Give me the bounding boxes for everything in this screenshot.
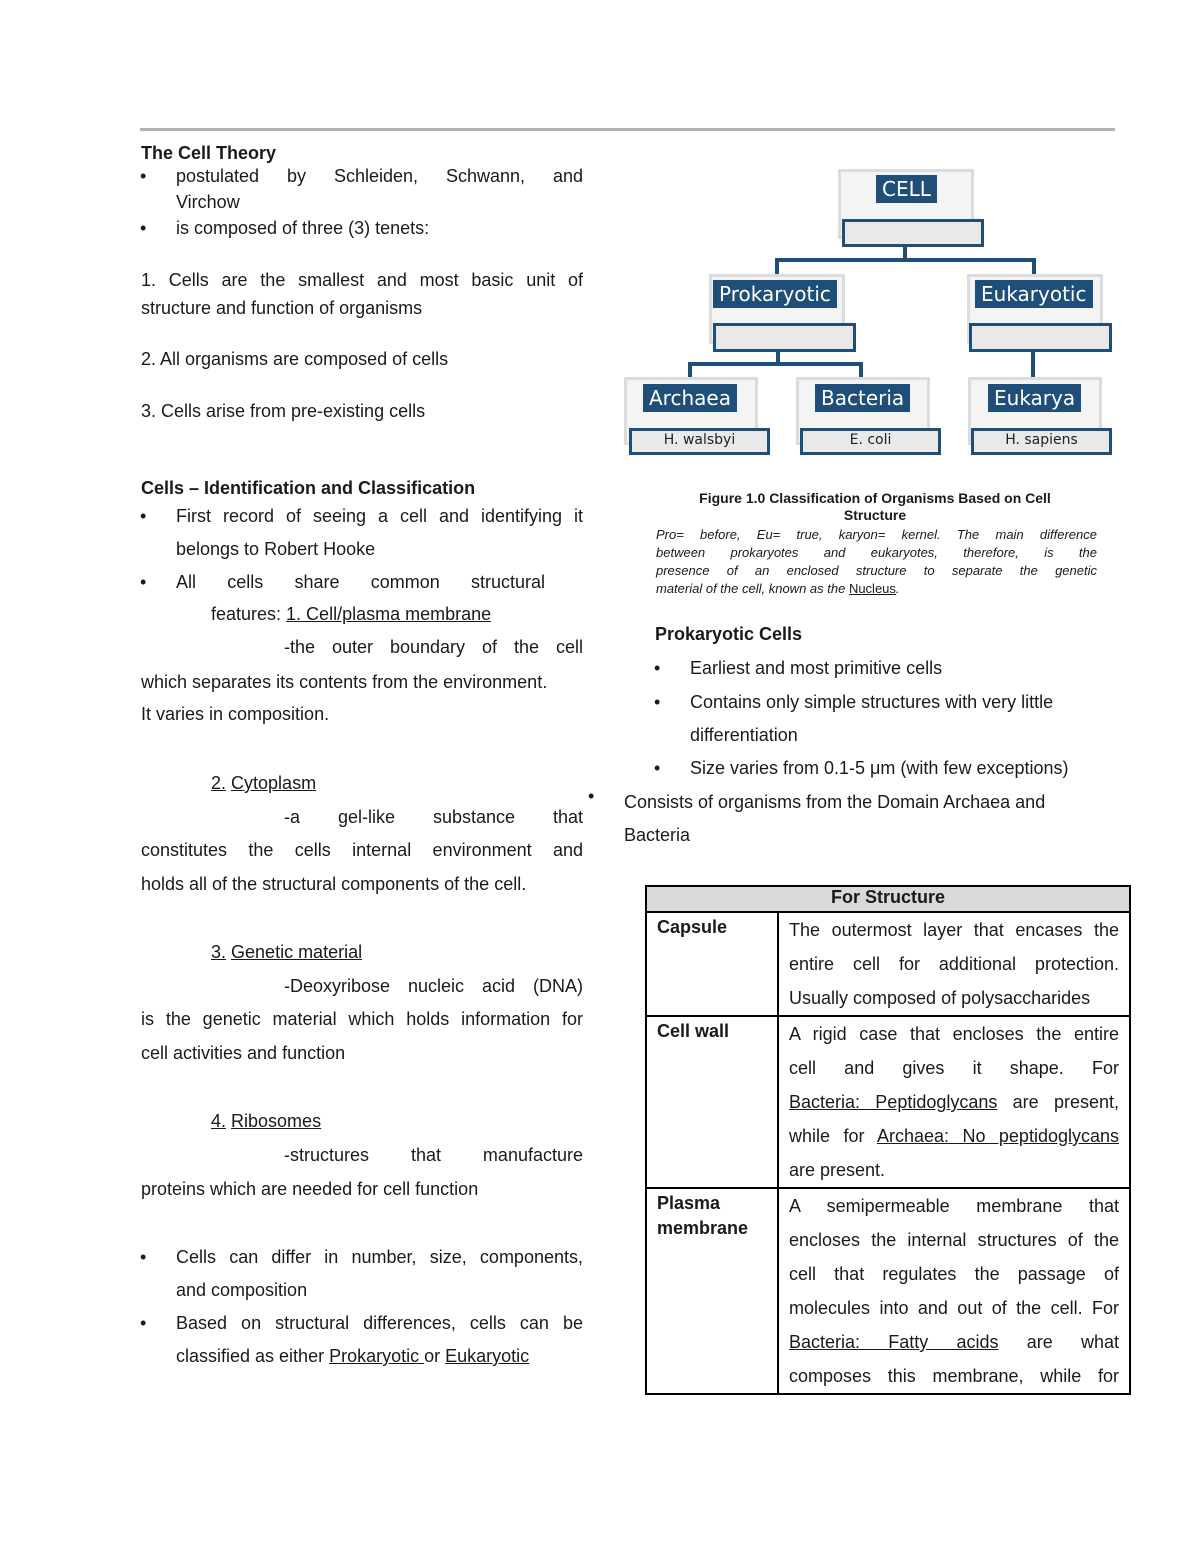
- cell-line-prefix: while for: [789, 1126, 877, 1146]
- cell-line: entire cell for additional protection.: [789, 954, 1119, 974]
- figure-note: [656, 526, 1097, 598]
- bullet-icon: •: [140, 218, 147, 238]
- identification-bullet-2: [140, 566, 545, 599]
- cytoplasm-title: [211, 767, 316, 800]
- plasma-membrane-value: [778, 1188, 1130, 1394]
- membrane-link[interactable]: 1. Cell/plasma membrane: [286, 604, 492, 624]
- cell-line: cell that regulates the passage of: [789, 1264, 1119, 1284]
- table-header: For Structure: [646, 886, 1130, 912]
- prokaryotic-node-sub: [713, 323, 856, 352]
- bullet-icon: •: [140, 572, 147, 592]
- bullet-icon: •: [654, 658, 661, 678]
- cell-theory-heading: The Cell Theory: [141, 143, 277, 163]
- identification-heading: Cells – Identification and Classification: [141, 478, 476, 498]
- figure-note-line: [656, 580, 1097, 598]
- cell-wall-value: [778, 1016, 1130, 1188]
- figure-note-line: between prokaryotes and eukaryotes, therefore, is the: [656, 545, 1097, 560]
- tenet-text: structure and function of organisms: [141, 298, 423, 318]
- peptidoglycans-link[interactable]: Bacteria: Peptidoglycans: [789, 1092, 998, 1112]
- genetic-desc-3: cell activities and function: [141, 1043, 346, 1063]
- cytoplasm-link[interactable]: Cytoplasm: [231, 773, 317, 793]
- ribosomes-number: 4.: [211, 1111, 227, 1131]
- prokaryotic-bullet-2: [654, 686, 1110, 752]
- bullet-text: Bacteria: [624, 825, 691, 845]
- tenet-3: 3. Cells arise from pre-existing cells: [141, 401, 426, 421]
- bullet-text: differentiation: [690, 725, 798, 745]
- figure-caption-line: Figure 1.0 Classification of Organisms Based on Cell: [699, 490, 1051, 506]
- prokaryotic-link[interactable]: Prokaryotic: [329, 1346, 425, 1366]
- table-row: [646, 912, 1130, 1016]
- bullet-text: is composed of three (3) tenets:: [176, 218, 430, 238]
- cell-line-rest: are what: [998, 1332, 1119, 1352]
- eukaryotic-node-title: Eukaryotic: [975, 280, 1093, 308]
- bullet-text: Cells can differ in number, size, components,: [176, 1247, 583, 1267]
- features-prefix: features:: [211, 604, 287, 624]
- bullet-text: Earliest and most primitive cells: [690, 658, 943, 678]
- archaea-node-title: Archaea: [643, 384, 737, 412]
- connector: [1032, 258, 1036, 275]
- or-text: or: [424, 1346, 446, 1366]
- bullet-text: Size varies from 0.1-5 μm (with few exceptions): [690, 758, 1069, 778]
- bullet-icon: •: [140, 166, 147, 186]
- membrane-desc-2: which separates its contents from the environment.: [141, 672, 548, 692]
- capsule-value: [778, 912, 1130, 1016]
- bullet-icon: •: [654, 758, 661, 778]
- bullet-icon: •: [140, 1247, 147, 1267]
- genetic-number: 3.: [211, 942, 227, 962]
- note-suffix: .: [895, 581, 900, 596]
- genetic-title: [211, 936, 362, 969]
- membrane-label: [211, 598, 491, 631]
- genetic-link[interactable]: Genetic material: [231, 942, 363, 962]
- cell-node-sub: [842, 219, 984, 247]
- figure-note-line: presence of an enclosed structure to separate the genetic: [656, 563, 1097, 578]
- bullet-text: and composition: [176, 1280, 308, 1300]
- nucleus-link[interactable]: Nucleus: [848, 581, 896, 596]
- connector: [1031, 350, 1035, 378]
- cell-node-title: CELL: [876, 175, 937, 203]
- bullet-text: belongs to Robert Hooke: [176, 539, 376, 559]
- bullet-text: postulated by Schleiden, Schwann, and: [176, 166, 583, 186]
- cell-line: [789, 1325, 1119, 1359]
- tenet-1: [141, 266, 583, 322]
- tenet-2: 2. All organisms are composed of cells: [141, 349, 449, 369]
- identification-bullet-3: [140, 1241, 583, 1307]
- bullet-icon: •: [140, 506, 147, 526]
- bullet-text: Contains only simple structures with very little: [690, 692, 1054, 712]
- table-header-row: [646, 886, 1130, 912]
- identification-bullet-4: [140, 1307, 583, 1373]
- ribosomes-desc-2: proteins which are needed for cell function: [141, 1179, 479, 1199]
- cell-line: encloses the internal structures of the: [789, 1230, 1119, 1250]
- cytoplasm-desc-2: constitutes the cells internal environment and: [141, 840, 583, 860]
- cell-line: [789, 1119, 1119, 1153]
- eukarya-node-title: Eukarya: [988, 384, 1081, 412]
- figure-note-line: Pro= before, Eu= true, karyon= kernel. The main difference: [656, 527, 1097, 542]
- figure-caption-line: Structure: [843, 507, 907, 523]
- prokaryotic-heading: Prokaryotic Cells: [655, 624, 803, 644]
- bullet-text: First record of seeing a cell and identifying it: [176, 506, 583, 526]
- bacteria-node-sub: E. coli: [800, 428, 941, 455]
- bacteria-node-title: Bacteria: [815, 384, 910, 412]
- tenet-text: 1. Cells are the smallest and most basic unit of: [141, 270, 583, 290]
- header-rule: [140, 128, 1115, 131]
- no-peptidoglycans-link[interactable]: Archaea: No peptidoglycans: [876, 1126, 1119, 1146]
- archaea-node-sub: H. walsbyi: [629, 428, 770, 455]
- prokaryotic-bullet-4: [588, 786, 1104, 852]
- eukaryotic-node-sub: [969, 323, 1112, 352]
- genetic-desc-1: -Deoxyribose nucleic acid (DNA): [284, 976, 583, 996]
- table-row: [646, 1188, 1130, 1394]
- connector: [688, 362, 863, 366]
- ribosomes-desc-1: -structures that manufacture: [284, 1145, 583, 1165]
- cytoplasm-number: 2.: [211, 773, 227, 793]
- classified-prefix: classified as either: [176, 1346, 330, 1366]
- connector: [775, 258, 779, 275]
- connector: [859, 362, 863, 378]
- figure-caption: [655, 490, 1095, 524]
- cell-line: cell and gives it shape. For: [789, 1058, 1119, 1078]
- note-prefix: material of the cell, known as the: [656, 581, 849, 596]
- connector: [688, 362, 692, 378]
- cell-line: molecules into and out of the cell. For: [789, 1298, 1119, 1318]
- prokaryotic-node-title: Prokaryotic: [713, 280, 837, 308]
- cell-line: Usually composed of polysaccharides: [789, 988, 1091, 1008]
- bullet-text: Consists of organisms from the Domain Archaea and: [624, 792, 1046, 812]
- fatty-acids-link[interactable]: Bacteria: Fatty acids: [789, 1332, 999, 1352]
- bullet-icon: •: [654, 692, 661, 712]
- genetic-desc-2: is the genetic material which holds information for: [141, 1009, 583, 1029]
- membrane-desc-3: It varies in composition.: [141, 704, 330, 724]
- key-line: membrane: [657, 1218, 749, 1238]
- cell-line: [789, 1085, 1119, 1119]
- eukarya-node-sub: H. sapiens: [971, 428, 1112, 455]
- cell-line: A rigid case that encloses the entire: [789, 1024, 1119, 1044]
- cell-theory-bullet-2: [140, 215, 583, 241]
- connector: [775, 258, 1036, 262]
- cell-line: The outermost layer that encases the: [789, 920, 1119, 940]
- bullet-icon: •: [588, 786, 595, 806]
- ribosomes-title: [211, 1105, 321, 1138]
- cell-line: composes this membrane, while for: [789, 1366, 1119, 1386]
- bullet-text: Based on structural differences, cells can be: [176, 1313, 583, 1333]
- bullet-text: Virchow: [176, 192, 240, 212]
- eukaryotic-link[interactable]: Eukaryotic: [445, 1346, 530, 1366]
- prokaryotic-bullet-3: [654, 752, 1110, 785]
- structure-table: [645, 885, 1131, 1395]
- key-line: Plasma: [657, 1193, 721, 1213]
- cytoplasm-desc-1: -a gel-like substance that: [284, 807, 583, 827]
- table-row: [646, 1016, 1130, 1188]
- connector: [903, 245, 907, 259]
- membrane-desc-1: -the outer boundary of the cell: [284, 637, 583, 657]
- plasma-membrane-key: [646, 1188, 778, 1394]
- identification-bullet-1: [140, 500, 583, 566]
- cell-line-rest: are present,: [997, 1092, 1119, 1112]
- ribosomes-link[interactable]: Ribosomes: [231, 1111, 322, 1131]
- cell-theory-bullet-1: [140, 163, 583, 215]
- bullet-text: All cells share common structural: [176, 572, 545, 592]
- prokaryotic-bullet-1: [654, 652, 1110, 685]
- bullet-text: [176, 1340, 583, 1373]
- cell-wall-key: Cell wall: [646, 1016, 778, 1188]
- bullet-icon: •: [140, 1313, 147, 1333]
- capsule-key: Capsule: [646, 912, 778, 1016]
- cell-line: A semipermeable membrane that: [789, 1196, 1119, 1216]
- cell-line: are present.: [789, 1160, 886, 1180]
- cytoplasm-desc-3: holds all of the structural components of the cell.: [141, 874, 527, 894]
